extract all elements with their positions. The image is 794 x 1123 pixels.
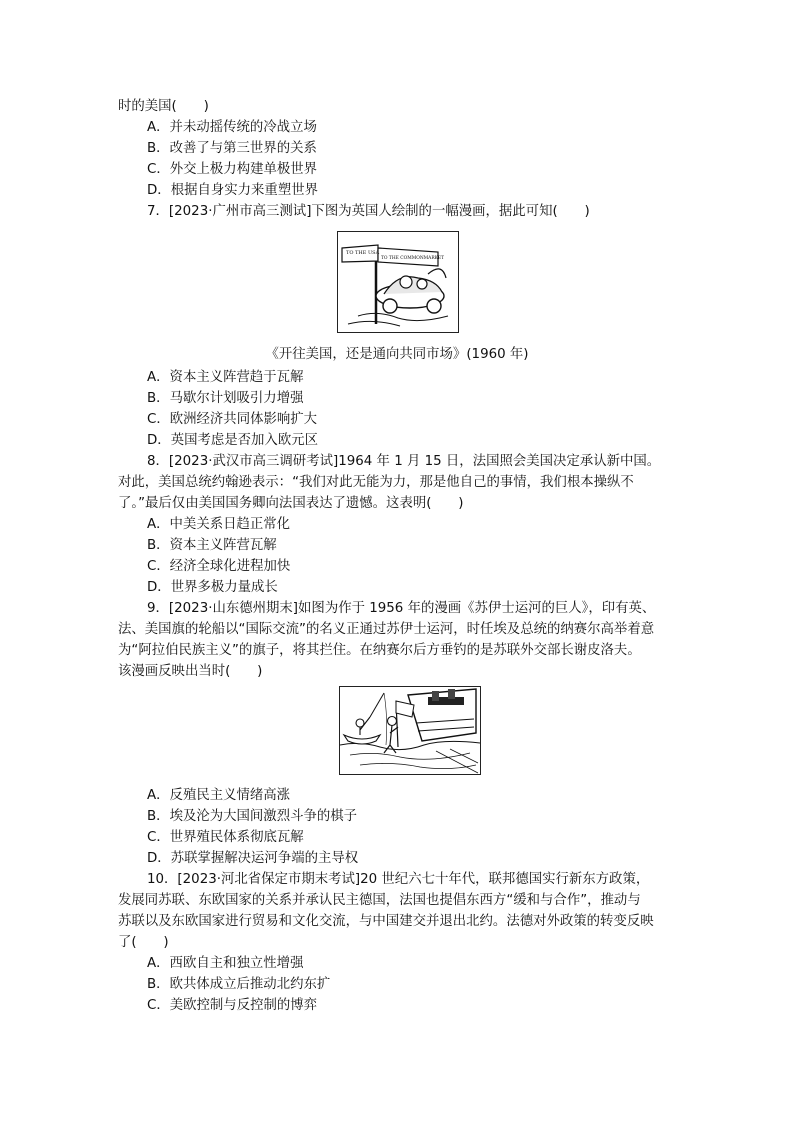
q10-option-b: B．欧共体成立后推动北约东扩 (147, 977, 331, 992)
q7-stem: 7．[2023·广州市高三测试]下图为英国人绘制的一幅漫画，据此可知( ) (147, 204, 590, 219)
q9-option-c: C．世界殖民体系彻底瓦解 (147, 830, 304, 845)
q10-stem-line-3: 苏联以及东欧国家进行贸易和文化交流，与中国建交并退出北约。法德对外政策的转变反映 (118, 914, 654, 929)
q9-cartoon (339, 686, 481, 775)
q6-option-a: A．并未动摇传统的冷战立场 (147, 120, 317, 135)
q7-option-c: C．欧洲经济共同体影响扩大 (147, 412, 318, 427)
q7-caption: 《开往美国，还是通向共同市场》(1960 年) (265, 347, 529, 362)
q9-option-b: B．埃及沦为大国间激烈斗争的棋子 (147, 809, 358, 824)
q6-option-d: D．根据自身实力来重塑世界 (147, 183, 318, 198)
q8-stem-line-2: 对此，美国总统约翰逊表示：“我们对此无能为力，那是他自己的事情，我们根本操纵不 (118, 475, 634, 490)
q7-option-b: B．马歇尔计划吸引力增强 (147, 391, 304, 406)
q7-option-d: D．英国考虑是否加入欧元区 (147, 433, 318, 448)
sign-right-text: TO THE COMMONMARKET (381, 256, 445, 261)
q8-option-d: D．世界多极力量成长 (147, 580, 278, 595)
q10-stem-line-2: 发展同苏联、东欧国家的关系并承认民主德国，法国也提倡东西方“缓和与合作”，推动与 (118, 893, 641, 908)
q8-option-c: C．经济全球化进程加快 (147, 559, 291, 574)
q9-stem-line-4: 该漫画反映出当时( ) (118, 664, 263, 679)
q10-option-a: A．西欧自主和独立性增强 (147, 956, 304, 971)
q10-option-c: C．美欧控制与反控制的博弈 (147, 998, 318, 1013)
q7-option-a: A．资本主义阵营趋于瓦解 (147, 370, 304, 385)
q6-option-b: B．改善了与第三世界的关系 (147, 141, 317, 156)
q8-stem-line-3: 了。”最后仅由美国国务卿向法国表达了遗憾。这表明( ) (118, 496, 464, 511)
q9-option-d: D．苏联掌握解决运河争端的主导权 (147, 851, 359, 866)
q6-option-c: C．外交上极力构建单极世界 (147, 162, 318, 177)
q7-cartoon (337, 231, 459, 333)
q9-stem-line-1: 9．[2023·山东德州期末]如图为作于 1956 年的漫画《苏伊士运河的巨人》，印有英、 (147, 601, 656, 616)
q10-stem-line-1: 10．[2023·河北省保定市期末考试]20 世纪六七十年代，联邦德国实行新东方政策， (147, 872, 650, 887)
q6-tail: 时的美国( ) (118, 99, 209, 114)
q9-stem-line-3: 为“阿拉伯民族主义”的旗子，将其拦住。在纳赛尔后方垂钓的是苏联外交部长谢皮洛夫。 (118, 643, 641, 658)
sign-left-text: TO THE USA (346, 250, 380, 256)
q8-option-a: A．中美关系日趋正常化 (147, 517, 291, 532)
q9-option-a: A．反殖民主义情绪高涨 (147, 788, 291, 803)
q10-stem-line-4: 了( ) (118, 935, 169, 950)
q8-option-b: B．资本主义阵营瓦解 (147, 538, 277, 553)
q8-stem-line-1: 8．[2023·武汉市高三调研考试]1964 年 1 月 15 日，法国照会美国决定承认新中国。 (147, 454, 661, 469)
q9-stem-line-2: 法、美国旗的轮船以“国际交流”的名义正通过苏伊士运河，时任埃及总统的纳赛尔高举着意 (118, 622, 655, 637)
